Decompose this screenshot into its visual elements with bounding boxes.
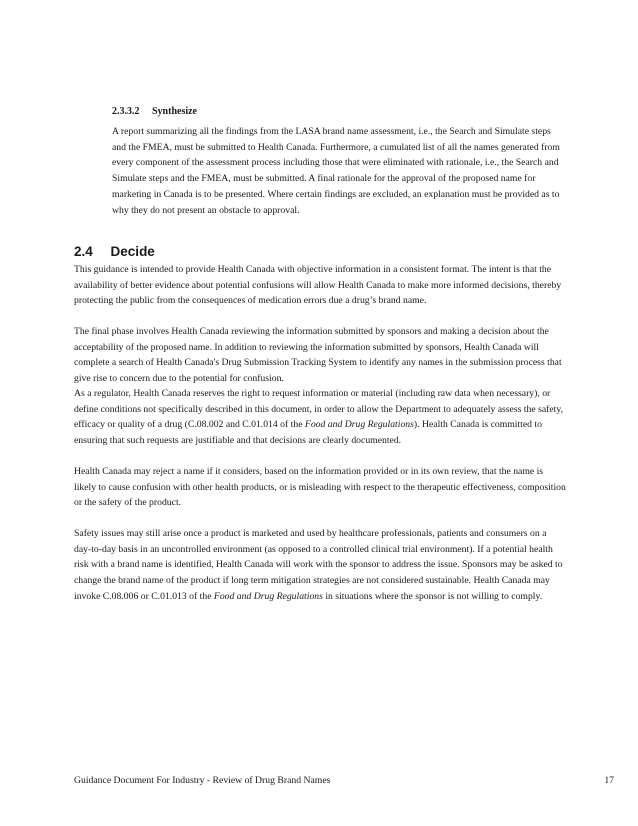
paragraph-safety-text-1: Safety issues may still arise once a product is marketed and used by healthcare professionals, patients and consumers on a day-to-day basis in an uncontrolled environment (as opposed to a controlled clinical trial environment). If a potential health risk with a brand name is identified, Health Canada will work with the sponsor to address the issue. Sponsors may be asked to change the brand name of the product if long term mitigation strategies are not considered sustainable. Health Canada may invoke C.08.006 or C.01.013 of the — [74, 528, 563, 602]
subsection-title: Synthesize — [152, 106, 197, 117]
section-heading — [74, 244, 155, 259]
paragraph-regulator-text-1: As a regulator, Health Canada reserves the right to request information or material (including raw data when necessary), or define conditions not specifically described in this document, in order to allow the Department to adequately assess the safety, efficacy or quality of a drug (C.08.002 and C.01.014 of the — [74, 388, 563, 431]
section-number: 2.4 — [74, 244, 93, 259]
paragraph-regulator-text-2: ). Health Canada is committed to ensuring that such requests are justifiable and that decisions are clearly documented. — [74, 419, 542, 447]
regulations-citation: Food and Drug Regulations — [304, 419, 414, 431]
page-footer — [74, 775, 614, 786]
section-title: Decide — [110, 244, 155, 259]
subsection-number: 2.3.3.2 — [112, 106, 140, 117]
paragraph-reject: Health Canada may reject a name if it considers, based on the information provided or in its own review, that the name is likely to cause confusion with other health products, or is misleading with respect to the therapeutic effectiveness, composition or the safety of the product. — [74, 466, 566, 509]
paragraph-intent: This guidance is intended to provide Health Canada with objective information in a consistent format. The intent is that the availability of better evidence about potential confusions will allow Health Canada to make more informed decisions, thereby protecting the public from the consequences of medication errors due a drug’s brand name. — [74, 264, 562, 307]
paragraph-safety-text-2: in situations where the sponsor is not willing to comply. — [322, 590, 543, 602]
paragraph-regulator — [74, 386, 566, 449]
subsection-paragraph: A report summarizing all the findings from the LASA brand name assessment, i.e., the Search and Simulate steps and the FMEA, must be submitted to Health Canada. Furthermore, a cumulated list of all the names generated from every component of the assessment process including those that were eliminated with rationale, i.e., the Search and Simulate steps and the FMEA, must be submitted. A final rationale for the approval of the proposed name for marketing in Canada is to be presented. Where certain findings are excluded, an explanation must be provided as to why they do not present an obstacle to approval. — [112, 126, 560, 216]
page-number: 17 — [604, 775, 614, 786]
regulations-citation: Food and Drug Regulations — [213, 590, 323, 602]
subsection-heading — [112, 106, 197, 117]
paragraph-safety — [74, 526, 566, 605]
paragraph-final-phase: The final phase involves Health Canada reviewing the information submitted by sponsors and making a decision about the acceptability of the proposed name. In addition to reviewing the information submitted by sponsors, Health Canada will complete a search of Health Canada's Drug Submission Tracking System to identify any names in the submission process that give rise to concern due to the potential for confusion. — [74, 326, 562, 385]
footer-title: Guidance Document For Industry - Review of Drug Brand Names — [74, 775, 331, 786]
